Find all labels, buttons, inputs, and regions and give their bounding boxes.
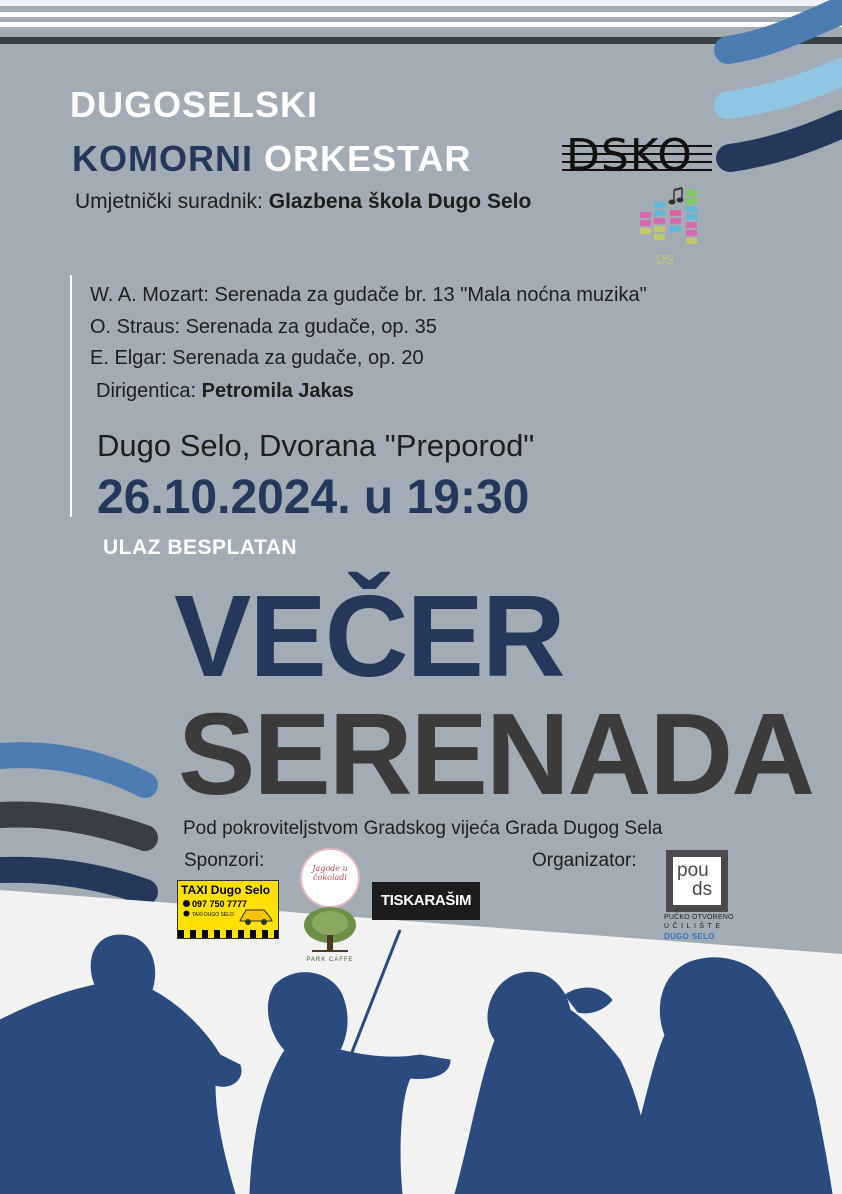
sponsors-label: Sponzori: [184, 850, 265, 871]
wave-left-blue [0, 755, 145, 785]
conductor [96, 380, 354, 403]
sponsor-taxi-logo [177, 880, 279, 939]
sponsor-park-caffe-logo [290, 905, 370, 967]
tree-icon [302, 905, 358, 955]
program-item-straus: O. Straus: Serenada za gudače, op. 35 [90, 316, 437, 338]
sponsor-jagode-logo [300, 848, 360, 908]
artistic-collaborator [75, 190, 531, 214]
collaborator-label: Umjetnički suradnik: [75, 190, 263, 213]
patronage-text: Pod pokroviteljstvom Gradskog vijeća Grada Dugog Sela [183, 818, 663, 839]
phone-icon [182, 899, 191, 921]
conductor-name: Petromila Jakas [201, 380, 354, 402]
wave-left-dark [0, 814, 145, 838]
sponsor-tiskara-logo [372, 882, 480, 920]
wave-light-blue [728, 72, 842, 105]
title-vecer: VEČER [174, 571, 564, 701]
orchestra-name-line2 [72, 138, 471, 180]
tiskara-text: TISKARAŠIM [380, 892, 472, 909]
park-caffe-text: PARK CAFFE [306, 957, 354, 963]
orchestra-name-komorni: KOMORNI [72, 138, 253, 179]
top-stripe [0, 0, 842, 6]
organizer-logo-inner [673, 857, 721, 905]
event-datetime: 26.10.2024. u 19:30 [97, 471, 530, 524]
title-serenada: SERENADA [178, 689, 813, 819]
orchestra-name-line1: DUGOSELSKI [70, 84, 319, 125]
admission-free: ULAZ BESPLATAN [103, 536, 298, 559]
gsds-letters: DS [656, 252, 675, 267]
taxi-car-icon [238, 903, 274, 925]
program-divider-line [70, 275, 72, 517]
organizer-logo-bottom: ds [692, 879, 713, 900]
event-venue: Dugo Selo, Dvorana "Preporod" [97, 428, 535, 463]
music-school-logo [634, 184, 706, 270]
top-stripe [0, 12, 842, 17]
program-item-mozart: W. A. Mozart: Serenada za gudače br. 13 "Mala noćna muzika" [90, 284, 647, 306]
conductor-label: Dirigentica: [96, 380, 197, 402]
equalizer-bars [640, 190, 697, 244]
jagode-text: Jagode u čokoladi [312, 864, 348, 882]
organizer-label: Organizator: [532, 850, 637, 871]
collaborator-name: Glazbena škola Dugo Selo [268, 190, 532, 213]
wave-navy [730, 124, 842, 158]
organizer-name-line1: PUČKO OTVORENO [664, 914, 734, 921]
taxi-title: TAXI Dugo Selo [181, 883, 271, 897]
organizer-logo-top: pou [677, 860, 709, 881]
organizer-name-line3: DUGO SELO [664, 932, 715, 941]
music-note-icon [669, 188, 683, 204]
top-stripe [0, 22, 842, 27]
wave-left-navy [0, 870, 145, 892]
taxi-phone: 097 750 7777 [192, 899, 248, 909]
taxi-small-text: TAXI DUGO SELO [192, 912, 234, 918]
top-stripe [0, 37, 842, 44]
dsko-logo: DSKO [566, 130, 693, 181]
orchestra-name-orkestar: ORKESTAR [264, 138, 472, 179]
organizer-name-line2: UČILIŠTE [664, 923, 724, 930]
program-item-elgar: E. Elgar: Serenada za gudače, op. 20 [90, 347, 424, 369]
taxi-checker-strip [178, 930, 278, 938]
organizer-logo [666, 850, 728, 912]
